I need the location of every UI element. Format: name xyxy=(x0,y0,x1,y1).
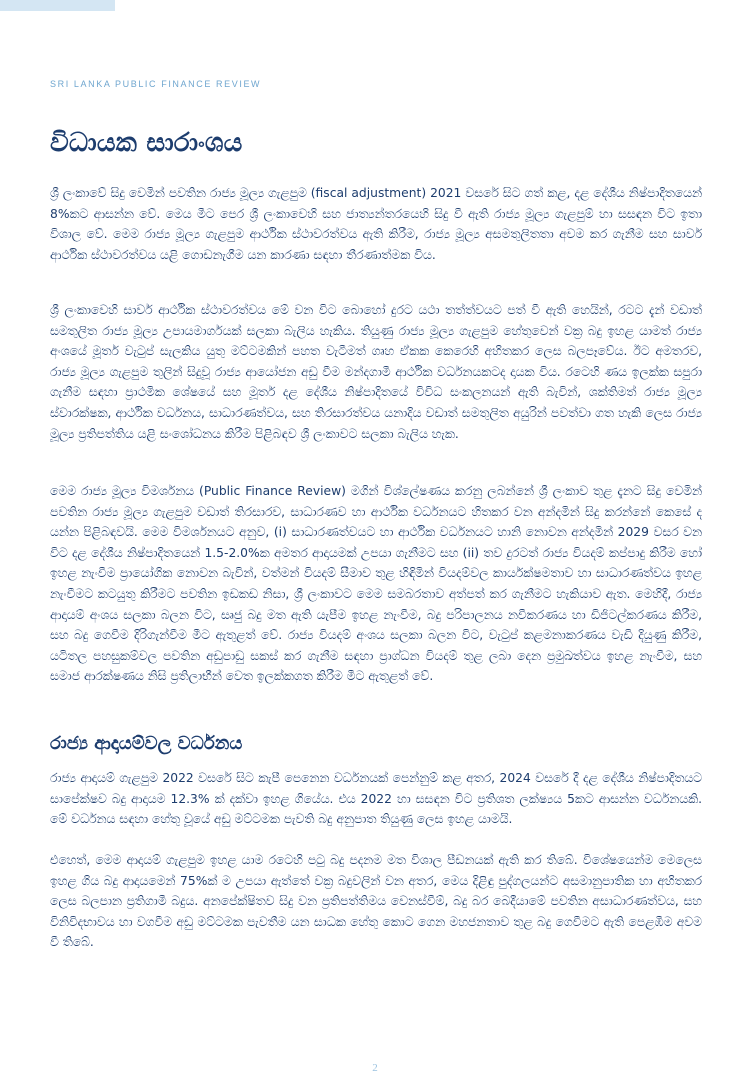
running-header: SRI LANKA PUBLIC FINANCE REVIEW xyxy=(50,79,262,89)
paragraph-review-scope: මෙම රාජ්‍ය මූල්‍ය විමර්ශනය (Public Finance Review) මගින් විශ්ලේෂණය කරනු ලබන්නේ ශ්‍රී ලංකාව තුළ දැනට සිදු වෙමින් පවතින රාජ්‍ය මූල්‍ය ගැළපුම වඩාත් තිරසාරව, සාධාරණව හා ආර්ථික වර්ධනයට හිතකර වන අන්දමින් සිදු කරන්නේ කෙසේ ද යන්න පිළිබඳවයි. මෙම විමර්ශනයට අනුව, (i) සාධාරණත්වයට හා ආර්ථික වර්ධනයට හානි නොවන අන්දමින් 2029 වසර වන විට දළ දේශීය නිෂ්පාදිතයෙන් 1.5-2.0%ක අමතර ආදායමක් උපයා ගැනීමට සහ (ii) තව දුරටත් රාජ්‍ය වියදම් කප්පාදු කිරීම හෝ ඉහළ නැංවීම ප්‍රායෝගික නොවන බැවින්, වත්මන් වියදම් සීමාව තුළ හිඳිමින් වියදම්වල කාර්යක්ෂමතාව හා සාධාරණත්වය ඉහළ නැංවීමට කටයුතු කිරීමට පවතින ඉඩකඩ නිසා, ශ්‍රී ලංකාවට මෙම සමබරතාව අත්පත් කර ගැනීමට හැකියාව ඇත. මෙහිදී, රාජ්‍ය ආදායම් අංශය සලකා බලන විට, සෘජු බදු මත ඇති යැපීම ඉහළ නැංවීම, බදු පරිපාලනය නවීකරණය හා ඩිජිටල්කරණය කිරීම, සහ බදු ගෙවීම දිරිගැන්වීම මීට ඇතුළත් වේ. රාජ්‍ය වියදම් අංශය සලකා බලන විට, වැටුප් කළමනාකරණය වැඩි දියුණු කිරීම, යටිතල පහසුකම්වල පවතින අඩුපාඩු සකස් කර ගැනීම සඳහා ප්‍රාග්ධන වියදම් තුළ ලබා දෙන ප්‍රමුඛත්වය ඉහළ නැංවීම, සහ සමාජ ආරක්ෂණය නිසි ප්‍රතිලාභීන් වෙත ඉලක්කගත කිරීම මීට ඇතුළත් වේ. xyxy=(50,484,702,684)
paragraph-revenue-growth: රාජ්‍ය ආදායම් ගැළපුම 2022 වසරේ සිට කැපී පෙනෙන වර්ධනයක් පෙන්නුම් කළ අතර, 2024 වසරේ දී දළ දේශීය නිෂ්පාදිතයට සාපේක්ෂව බදු ආදායම 12.3% ක් දක්වා ඉහළ ගියේය. එය 2022 හා සසඳන විට ප්‍රතිශත ලක්ෂ්‍යය 5කට ආසන්න වර්ධනයකි. මේ වර්ධනය සඳහා හේතු වූයේ අඩු මට්ටමක පැවති බදු අනුපාත තියුණු ලෙස ඉහළ යාමයි. xyxy=(50,771,702,827)
page-title: විධායක සාරාංශය xyxy=(50,128,243,158)
paragraph-macro-stability: ශ්‍රී ලංකාවෙහි සාර්ව ආර්ථික ස්ථාවරත්වය මේ වන විට බොහෝ දුරට යථා තත්ත්වයට පත් වී ඇති හෙයින්, රටට දැන් වඩාත් සමතුලිත රාජ්‍ය මූල්‍ය උපායමාර්ගයක් සලකා බැලිය හැකිය. තියුණු රාජ්‍ය මූල්‍ය ගැළපුම හේතුවෙන් වක්‍ර බදු ඉහළ යාමත් රාජ්‍ය අංශයේ මූර්ත වැටුප් සැලකිය යුතු මට්ටමකින් පහත වැටීමත් ගෘහ ඒකක කෙරෙහි අහිතකර ලෙස බලපෑවේය. ඊට අමතරව, රාජ්‍ය මූල්‍ය ගැළපුම තුලින් සිදුවූ රාජ්‍ය ආයෝජන අඩු වීම මන්දගාමී ආර්ථික වර්ධනයකටද දායක විය. රටෙහි ණය ඉලක්ක සපුරා ගැනීම සඳහා ප්‍රාථමික ශේෂයේ සහ මූර්ත දළ දේශීය නිෂ්පාදිතයේ විවිධ සංකලනයන් ඇති බැවින්, ශක්තිමත් රාජ්‍ය මූල්‍ය ස්වාරක්ෂක, ආර්ථික වර්ධනය, සාධාරණත්වය, සහ තිරසාරත්වය යනාදිය වඩාත් සමතුලිත අයුරින් පවත්වා ගත හැකි ලෙස රාජ්‍ය මූල්‍ය ප්‍රතිපත්තිය යළි සංශෝධනය කිරීම පිළිබඳව ශ්‍රී ලංකාවට සලකා බැලිය හැක. xyxy=(50,303,702,441)
paragraph-intro: ශ්‍රී ලංකාවේ සිදු වෙමින් පවතින රාජ්‍ය මූල්‍ය ගැළපුම (fiscal adjustment) 2021 වසරේ සිට ගත් කළ, දළ දේශීය නිෂ්පාදිතයෙන් 8%කට ආසන්න වේ. මෙය මීට පෙර ශ්‍රී ලංකාවෙහි සහ ජාත්‍යන්තරයෙහි සිදු වී ඇති රාජ්‍ය මූල්‍ය ගැළපුම් හා සසඳන විට ඉතා විශාල වේ. මෙම රාජ්‍ය මූල්‍ය ගැළපුම ආර්ථික ස්ථාවරත්වය ඇති කිරීම, රාජ්‍ය මූල්‍ය අසමතුලිතතා අවම කර ගැනීම සහ සාර්ව ආර්ථික ස්ථාවරත්වය යළි ගොඩනැගීම යන කාරණා සඳහා තීරණාත්මක විය. xyxy=(50,186,702,262)
section-heading-revenue-growth: රාජ්‍ය ආදායම්වල වර්ධනය xyxy=(50,733,243,754)
page-number: 2 xyxy=(372,1062,378,1074)
paragraph-tax-burden: එහෙත්, මෙම ආදායම් ගැළපුම ඉහළ යාම රටෙහි පටු බදු පදනම මත විශාල පීඩනයක් ඇති කර තිබේ. විශේෂයෙන්ම මෙලෙස ඉහළ ගිය බදු ආදායමෙන් 75%ක් ම උපයා ඇත්තේ වක්‍ර බදුවලින් වන අතර, මෙය දිළිඳු පුද්ගලයන්ට අසමානුපාතික හා අහිතකර ලෙස බලපාන ප්‍රතිගාමී බදුය. අනපේක්ෂිතව සිදු වන ප්‍රතිපත්තිමය වෙනස්වීම්, බදු බර බෙදීයාමේ පවතින අසාධාරණත්වය, සහ විනිවිදභාවය හා වගවීම අඩු මට්ටමක පැවතීම යන සාධක හේතු කොට ගෙන මහජනතාව තුළ බදු ගෙවීමට ඇති පෙළඹීම අවම වී තිබේ. xyxy=(50,853,702,950)
top-accent-bar xyxy=(0,0,115,11)
